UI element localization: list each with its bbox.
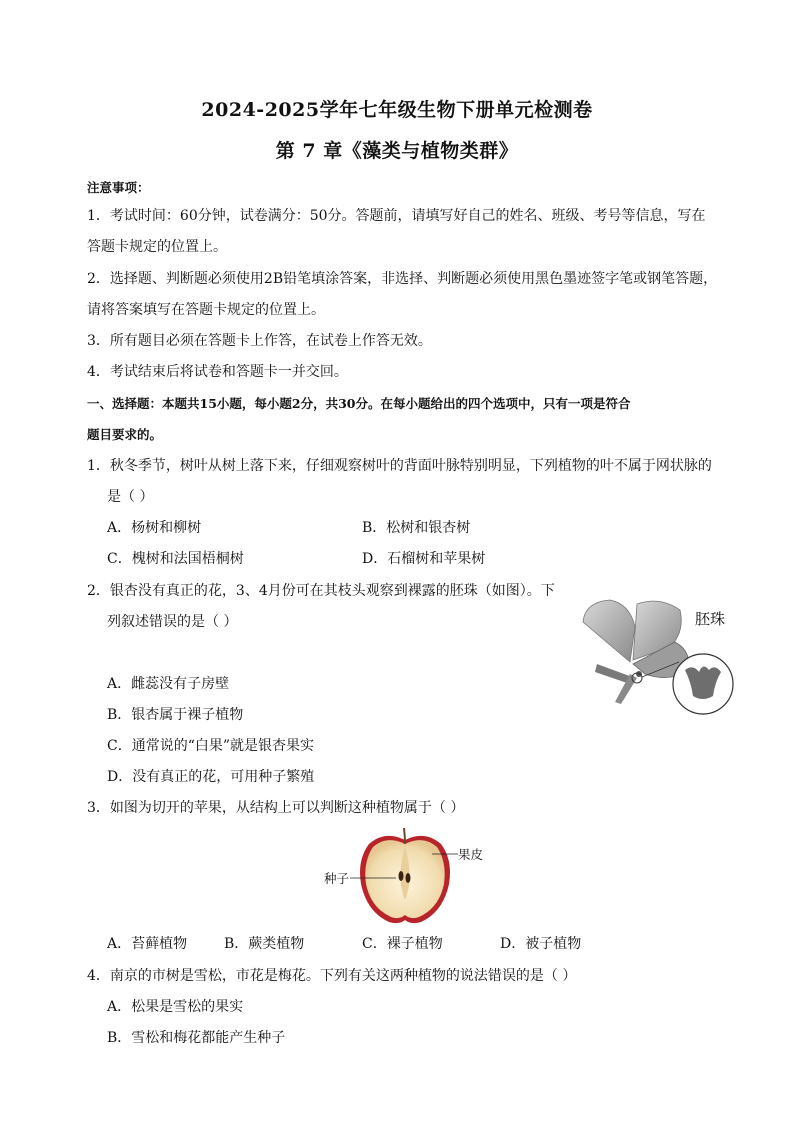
q2-option-b: B．银杏属于裸子植物 <box>107 707 244 723</box>
q1-option-b: B．松树和银杏树 <box>362 520 471 536</box>
q2-option-a: A．雌蕊没有子房壁 <box>107 676 230 692</box>
q4-option-b: B．雪松和梅花都能产生种子 <box>107 1030 286 1046</box>
q1-stem-cont: 是（ ） <box>107 489 154 505</box>
q4-stem: 4．南京的市树是雪松，市花是梅花。下列有关这两种植物的说法错误的是（ ） <box>87 968 577 984</box>
exam-title: 2024-2025学年七年级生物下册单元检测卷 <box>201 99 593 121</box>
q1-option-d: D．石榴树和苹果树 <box>362 551 486 567</box>
note-line: 2．选择题、判断题必须使用2B铅笔填涂答案，非选择、判断题必须使用黑色墨迹签字笔或钢笔答题， <box>87 271 718 287</box>
q2-stem-cont: 列叙述错误的是（ ） <box>107 614 238 630</box>
seed-label: 种子 <box>324 871 350 886</box>
q3-stem: 3．如图为切开的苹果，从结构上可以判断这种植物属于（ ） <box>87 800 465 816</box>
peel-label: 果皮 <box>458 847 484 862</box>
q3-option-b: B．蕨类植物 <box>224 936 305 952</box>
q3-option-d: D．被子植物 <box>500 936 582 952</box>
q2-stem: 2．银杏没有真正的花，3、4月份可在其枝头观察到裸露的胚珠（如图）。下 <box>87 583 555 599</box>
section-heading: 一、选择题：本题共15小题，每小题2分，共30分。在每小题给出的四个选项中，只有一项是符合 <box>87 396 631 411</box>
note-line: 答题卡规定的位置上。 <box>87 239 227 255</box>
note-line: 1．考试时间：60分钟，试卷满分：50分。答题前，请填写好自己的姓名、班级、考号等信息，写在 <box>87 208 706 224</box>
apple-pointer-lines <box>350 848 460 888</box>
q3-option-a: A．苔藓植物 <box>107 936 188 952</box>
ovule-label: 胚珠 <box>695 610 726 628</box>
q1-option-c: C．槐树和法国梧桐树 <box>107 551 244 567</box>
q3-option-c: C．裸子植物 <box>362 936 443 952</box>
q2-option-d: D．没有真正的花，可用种子繁殖 <box>107 769 315 785</box>
q2-option-c: C．通常说的“白果”就是银杏果实 <box>107 738 315 754</box>
section-heading-cont: 题目要求的。 <box>87 427 163 442</box>
q4-option-a: A．松果是雪松的果实 <box>107 999 244 1015</box>
exam-subtitle: 第 7 章《藻类与植物类群》 <box>275 140 519 162</box>
note-line: 3．所有题目必须在答题卡上作答，在试卷上作答无效。 <box>87 333 432 349</box>
notes-heading: 注意事项： <box>87 180 150 195</box>
q1-stem: 1．秋冬季节，树叶从树上落下来，仔细观察树叶的背面叶脉特别明显，下列植物的叶不属于网状脉的 <box>87 458 712 474</box>
q1-option-a: A．杨树和柳树 <box>107 520 202 536</box>
note-line: 请将答案填写在答题卡规定的位置上。 <box>87 302 325 318</box>
note-line: 4．考试结束后将试卷和答题卡一并交回。 <box>87 364 348 380</box>
